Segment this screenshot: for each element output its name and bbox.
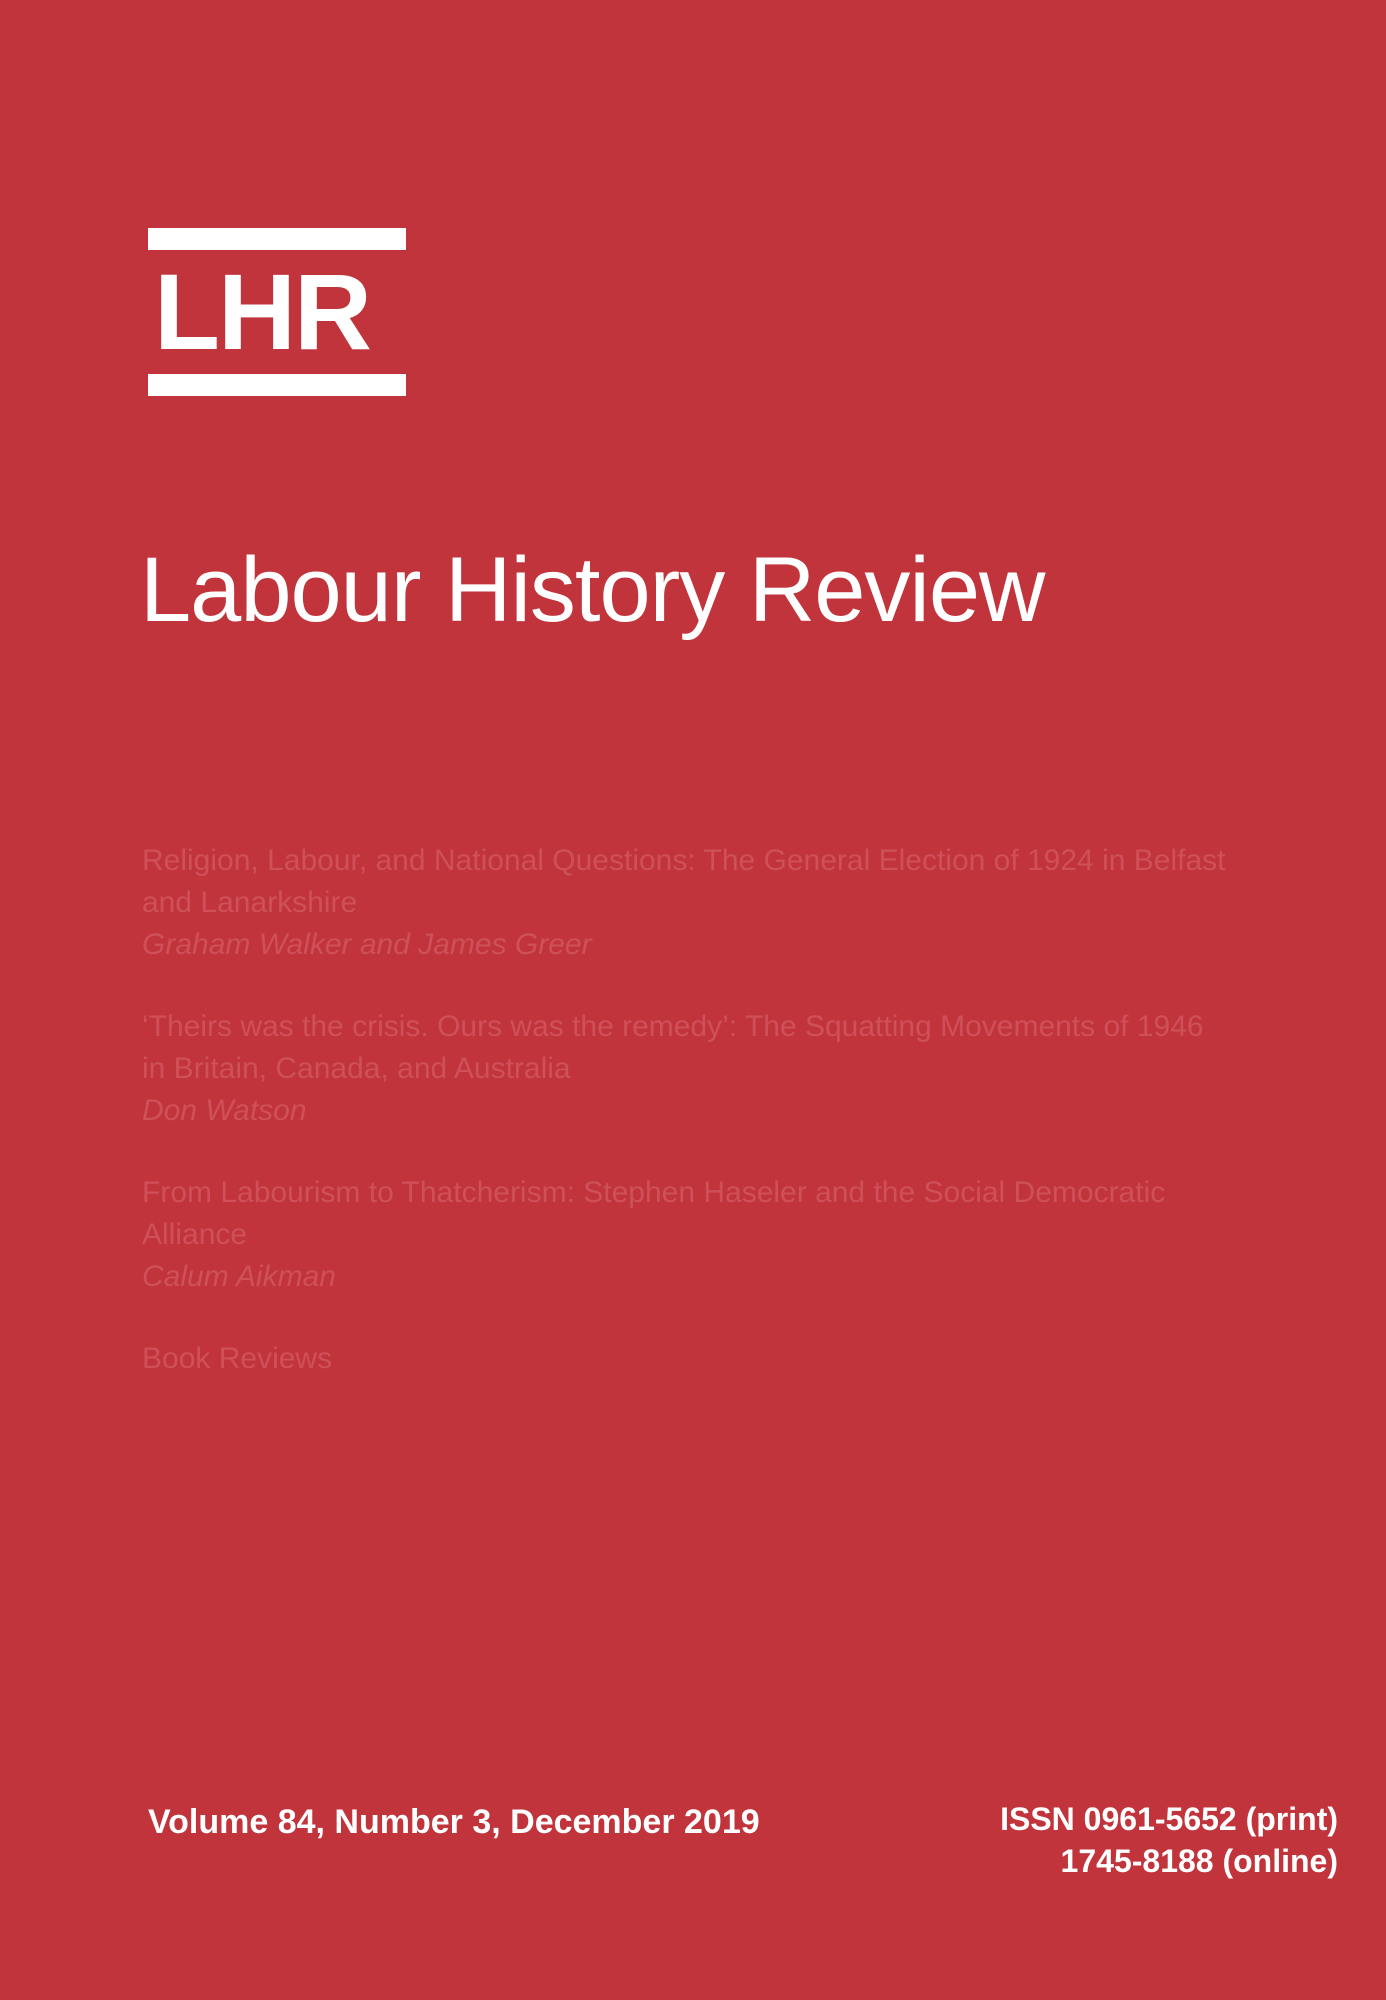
- issn-print: ISSN 0961-5652 (print): [1000, 1801, 1338, 1837]
- article-authors: Don Watson: [142, 1094, 307, 1127]
- volume-issue-date: Volume 84, Number 3, December 2019: [148, 1803, 760, 1841]
- contents-list: [142, 840, 1232, 1380]
- issn-block: [1000, 1798, 1338, 1882]
- list-item: [142, 1006, 1232, 1132]
- list-item: [142, 1172, 1232, 1298]
- logo-letters: LHR: [154, 251, 370, 372]
- article-title: Book Reviews: [142, 1342, 333, 1375]
- journal-title: Labour History Review: [140, 539, 1045, 641]
- lhr-logo: [148, 228, 406, 396]
- article-title: Religion, Labour, and National Questions: The General Election of 1924 in Belfast and Lanarkshire: [142, 844, 1226, 919]
- logo-top-rule: [148, 228, 406, 250]
- logo-bottom-rule: [148, 374, 406, 396]
- article-authors: Graham Walker and James Greer: [142, 928, 592, 961]
- cover-footer: [0, 1798, 1386, 1882]
- list-item: [142, 840, 1232, 966]
- article-title: From Labourism to Thatcherism: Stephen Haseler and the Social Democratic Alliance: [142, 1176, 1166, 1251]
- article-authors: Calum Aikman: [142, 1260, 336, 1293]
- list-item: [142, 1338, 1232, 1380]
- article-title: ‘Theirs was the crisis. Ours was the remedy’: The Squatting Movements of 1946 in Britain, Canada, and Australia: [142, 1010, 1204, 1085]
- issn-online: 1745-8188 (online): [1060, 1843, 1338, 1879]
